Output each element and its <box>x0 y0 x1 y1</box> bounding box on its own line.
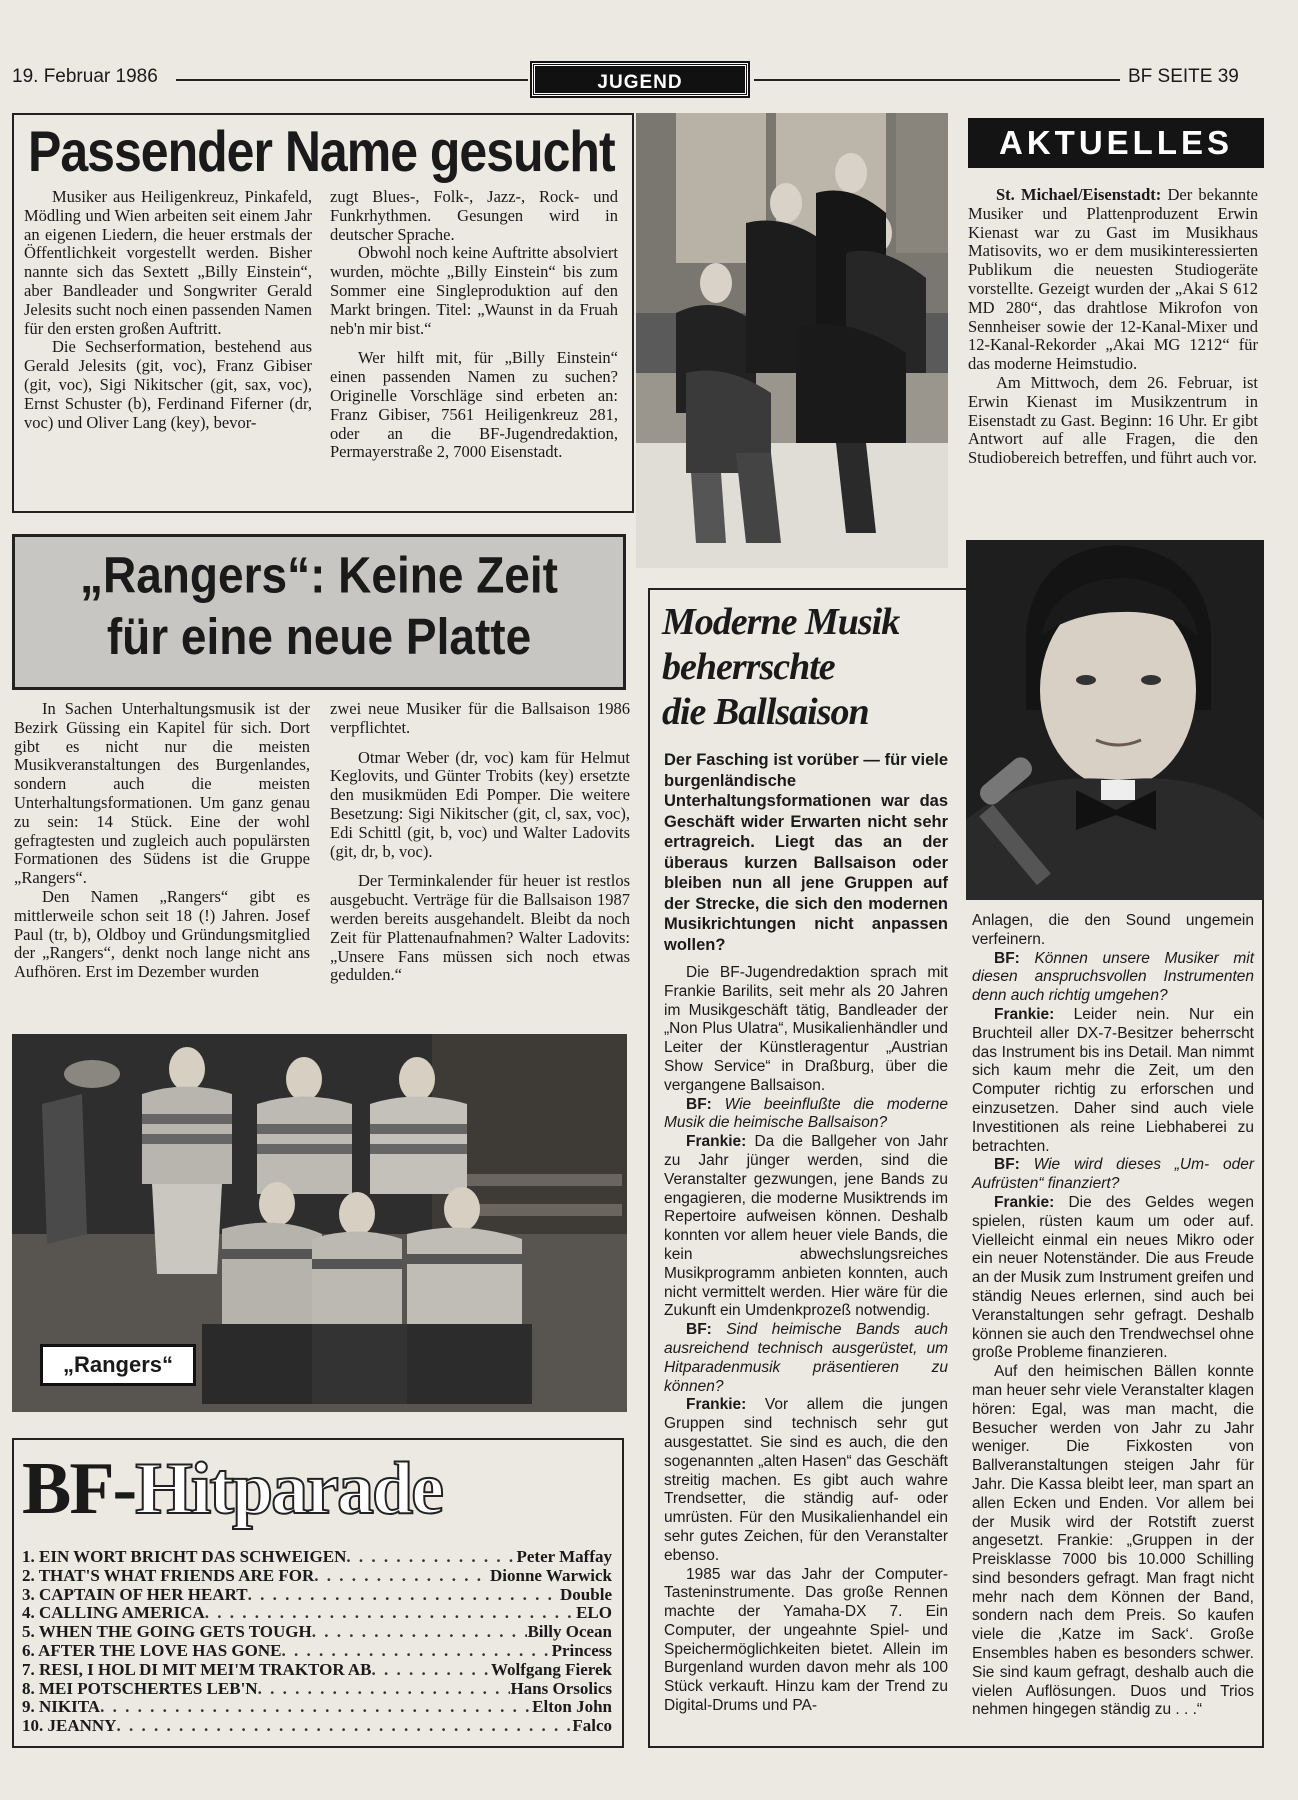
hit-title: THAT'S WHAT FRIENDS ARE FOR <box>38 1566 315 1585</box>
page-number: BF SEITE 39 <box>1128 66 1239 87</box>
hitparade-list <box>22 1548 612 1736</box>
dot-leader <box>312 1623 528 1642</box>
article-column <box>24 188 312 432</box>
question: BF: Können unsere Musiker mit diesen anspruchsvollen Instrumenten denn auch richtig umgehen? <box>972 949 1254 1005</box>
paragraph: Am Mittwoch, dem 26. Februar, ist Erwin Kienast im Musikzentrum in Eisenstadt zu Gast. Beginn: 16 Uhr. Er gibt Antwort auf alle Fragen, die den Studiobereich betreffen, und führt auch vor. <box>968 372 1258 468</box>
hit-rank: 5. <box>22 1623 35 1642</box>
article-title <box>12 544 626 667</box>
section-label: JUGEND <box>532 63 748 96</box>
hit-title: WHEN THE GOING GETS TOUGH <box>38 1623 312 1642</box>
hit-title: NIKITA <box>39 1698 101 1717</box>
hit-title: RESI, I HOL DI MIT MEI'M TRAKTOR AB <box>39 1660 372 1679</box>
paragraph: Der bekannte Musiker und Plattenproduzent Erwin Kienast war zu Gast im Musikhaus Matisovits, wo er dem musikinteressierten Publikum die neuesten Studiogeräte vorstellte. Gezeigt wurden der „Akai S 612 MD 280“, das drahtlose Mikrofon von Sennheiser sowie der 12-Kanal-Mixer und 12-Kanal-Rekorder „Akai MG 1212“ für das moderne Heimstudio. <box>968 185 1258 374</box>
paragraph: In Sachen Unterhaltungsmusik ist der Bezirk Güssing ein Kapitel für sich. Dort gibt es nicht nur die meisten Musikveranstaltungen des Burgenlandes, sondern auch die meisten Unterhaltungsformationen. Um ganz genau zu sein: 14 Stück. Eine der wohl gefragtesten und zugleich auch populärsten Formationen des Südens ist die Gruppe „Rangers“. <box>14 699 310 888</box>
article-title <box>662 600 962 735</box>
dot-leader <box>248 1586 560 1605</box>
question: BF: Wie wird dieses „Um- oder Aufrüsten“ finanziert? <box>972 1156 1254 1193</box>
article-column <box>14 700 310 982</box>
hitparade-entry <box>22 1680 612 1699</box>
hit-rank: 2. <box>22 1566 35 1585</box>
portrait-frankie-barilits <box>966 540 1264 900</box>
paragraph: zugt Blues-, Folk-, Jazz-, Rock- und Funkrhythmen. Gesungen wird in deutscher Sprache. <box>330 187 618 244</box>
hit-artist: Hans Orsolics <box>510 1679 612 1698</box>
hit-rank: 8. <box>22 1679 35 1698</box>
hit-title: JEANNY <box>47 1717 117 1736</box>
article-column <box>330 188 618 462</box>
hit-artist: Billy Ocean <box>527 1623 612 1642</box>
answer: Frankie: Da die Ballgeher von Jahr zu Jahr jünger werden, sind die Veranstalter gezwungen, jene Bands zu engagieren, die moderne Musiktrends im Repertoire aufweisen können. Deshalb konnten vor allem heuer viele Bands, die kein abwechslungsreiches Musikprogramm anbieten konnten, auch nicht vermittelt werden. Hier wäre für die Zukunft ein Umdenkprozeß notwendig. <box>664 1133 949 1320</box>
band-photo-billy-einstein <box>636 113 948 568</box>
dot-leader <box>100 1698 532 1717</box>
title-line: Moderne Musik <box>662 601 900 643</box>
paragraph: Obwohl noch keine Auftritte absolviert wurden, möchte „Billy Einstein“ bis zum Sommer eine Singleproduktion auf den Markt bringen. Titel: „Waunst in da Fruah neb'n mir bist.“ <box>330 243 618 338</box>
header-rule-left <box>176 79 528 81</box>
issue-date: 19. Februar 1986 <box>12 66 158 87</box>
dot-leader <box>281 1642 551 1661</box>
hit-rank: 10. <box>22 1717 44 1736</box>
hit-title: CAPTAIN OF HER HEART <box>39 1585 248 1604</box>
title-line: die Ballsaison <box>662 691 869 733</box>
aktuelles-banner: AKTUELLES <box>968 118 1264 168</box>
hit-artist: Dionne Warwick <box>489 1566 612 1585</box>
dot-leader <box>258 1680 511 1699</box>
title-line: beherrschte <box>662 646 835 688</box>
hit-rank: 9. <box>22 1698 35 1717</box>
dot-leader <box>314 1567 490 1586</box>
hitparade-entry <box>22 1623 612 1642</box>
paragraph: Otmar Weber (dr, voc) kam für Helmut Keglovits, und Günter Trobits (key) ersetzte den musikmüden Edi Pomper. Die weitere Besetzung: Sigi Nikitscher (git, cl, sax, voc), Edi Schittl (git, b, voc) und Walter Ladovits (git, dr, b, voc). <box>330 747 630 861</box>
hitparade-entry <box>22 1604 612 1623</box>
hitparade-entry <box>22 1586 612 1605</box>
hit-artist: Elton John <box>532 1698 612 1717</box>
paragraph: Der Terminkalender für heuer ist restlos ausgebucht. Verträge für die Ballsaison 1987 werden bereits ausgehandelt. Bleibt da noch Zeit für Plattenaufnahmen? Walter Ladovits: „Unsere Fans müssen sich noch etwas gedulden.“ <box>330 871 630 985</box>
dot-leader <box>372 1661 491 1680</box>
hit-rank: 6. <box>22 1641 35 1660</box>
hit-title: AFTER THE LOVE HAS GONE <box>38 1641 282 1660</box>
dot-leader <box>205 1604 576 1623</box>
hitparade-entry <box>22 1661 612 1680</box>
aktuelles-text <box>968 186 1258 468</box>
hitparade-entry <box>22 1717 612 1736</box>
paragraph: 1985 war das Jahr der Computer-Tasteninstrumente. Das große Rennen machte der Yamaha-DX 7. Ein Computer, der ungeahnte Spiel- und Speichermöglichkeiten bietet. Allein im Burgenland wurden davon mehr als 100 Stück verkauft. Hinzu kam der Trend zu Digital-Drums und PA- <box>664 1565 948 1715</box>
answer: Frankie: Leider nein. Nur ein Bruchteil aller DX-7-Besitzer beherrscht das Instrument bis ins Detail. Man nimmt sich kaum mehr die Zeit, um den Computer richtig zu erforschen und einzusetzen. Daher sind auch viele Investitionen als reine Liebhaberei zu betrachten. <box>972 1005 1255 1155</box>
title-line: für eine neue Platte <box>106 607 532 665</box>
hit-artist: Double <box>560 1585 612 1604</box>
hitparade-title <box>22 1444 442 1534</box>
hit-rank: 4. <box>22 1604 35 1623</box>
hit-title: MEI POTSCHERTES LEB'N <box>39 1679 258 1698</box>
paragraph: Musiker aus Heiligenkreuz, Pinkafeld, Mödling und Wien arbeiten seit einem Jahr an eigenen Liedern, die heuer erstmals der Öffentlichkeit vorgestellt werden. Bisher nannte sich das Sextett „Billy Einstein“, aber Bandleader und Songwriter Gerald Jelesits sucht noch einen passenden Namen für den ersten großen Auftritt. <box>24 187 312 338</box>
paragraph: zwei neue Musiker für die Ballsaison 1986 verpflichtet. <box>330 699 630 737</box>
lead-paragraph: Der Fasching ist vorüber — für viele burgenländische Unterhaltungsformationen war das Geschäft wider Erwarten nicht sehr ertragreich. Liegt das an der überaus kurzen Ballsaison oder bleiben nun all jene Gruppen auf der Strecke, die sich den modernen Musikrichtungen nicht anpassen wollen? <box>664 751 948 954</box>
interview-column <box>664 964 948 1716</box>
article-title: Passender Name gesucht <box>28 119 615 184</box>
paragraph: Auf den heimischen Bällen konnte man heuer sehr viele Veranstalter klagen hören: Egal, was man macht, die Besucher werden von Jahr zu Jahr weniger. Die Fixkosten von Ballveranstaltungen steigen Jahr für Jahr. Die Kassa bleibt leer, man spart an allen Ecken und Enden. Vor allem bei der Musik wird der Rotstift zuerst angesetzt. Frankie: „Gruppen in der Preisklasse 7000 bis 10.000 Schilling sind besonders gefragt. Man fragt nicht mehr nach dem Können der Band, sondern nach dem Preis. So kaufen viele die ‚Katze im Sack‘. Große Ensembles haben es besonders schwer. Sie sind kaum gefragt, deshalb auch die vielen Auflösungen. Duos und Trios nehmen hingegen ständig zu . . .“ <box>972 1363 1254 1719</box>
answer: Frankie: Vor allem die jungen Gruppen sind technisch sehr gut ausgestattet. Sie sind es auch, die den sogenannten „alten Hasen“ das Geschäft streitig machen. Es gibt auch wahre Trendsetter, die ständig auf- oder umrüsten. Für den Musikalienhandel ein sehr gutes Zeichen, für den Veranstalter ebenso. <box>664 1396 948 1564</box>
paragraph: Anlagen, die den Sound ungemein verfeinern. <box>972 912 1254 948</box>
answer: Frankie: Die des Geldes wegen spielen, rüsten kaum um oder auf. Vielleicht einmal ein neues Mikro oder ein neuer Notenständer. Die aus Freude an der Musik zum Instrument greifen und ständig Neues erlernen, sind auch bei Veranstaltungen sehr gefragt. Deshalb können sie auch den Trendwechsel ohne große Probleme finanzieren. <box>972 1193 1254 1362</box>
paragraph: Die Sechserformation, bestehend aus Gerald Jelesits (git, voc), Franz Gibiser (git, voc), Sigi Nikitscher (git, sax, voc), Ernst Schuster (b), Ferdinand Fiferner (dr, voc) und Oliver Lang (key), bevor- <box>24 337 312 432</box>
hit-artist: Peter Maffay <box>516 1548 612 1566</box>
hit-rank: 7. <box>22 1660 35 1679</box>
hit-artist: Falco <box>572 1717 612 1736</box>
title-part: Hitparade <box>135 1448 442 1530</box>
dot-leader <box>346 1548 516 1567</box>
title-part: BF- <box>22 1448 136 1530</box>
hit-title: CALLING AMERICA <box>39 1604 205 1623</box>
interview-column <box>972 912 1254 1720</box>
question: BF: Sind heimische Bands auch ausreichend technisch ausgerüstet, um Hitparadenmusik präsentieren zu können? <box>664 1321 948 1395</box>
article-column <box>330 700 630 985</box>
hitparade-entry <box>22 1567 612 1586</box>
hitparade-entry <box>22 1642 612 1661</box>
hit-rank: 3. <box>22 1585 35 1604</box>
paragraph: Den Namen „Rangers“ gibt es mittlerweile schon seit 18 (!) Jahren. Josef Paul (tr, b), Oldboy und Gründungsmitglied der „Rangers“, denkt noch lange nicht ans Aufhören. Erst im Dezember wurden <box>14 886 310 982</box>
hitparade-entry <box>22 1698 612 1717</box>
hit-artist: Princess <box>551 1641 612 1660</box>
paragraph: Die BF-Jugendredaktion sprach mit Frankie Barilits, seit mehr als 20 Jahren im Musikgeschäft tätig, Bandleader der „Non Plus Ulatra“, Musikalienhändler und Leiter der Künstleragentur „Austrian Show Service“ in Draßburg, über die vergangene Ballsaison. <box>664 964 948 1094</box>
question: BF: Wie beeinflußte die moderne Musik die heimische Ballsaison? <box>664 1095 948 1132</box>
hitparade-entry <box>22 1548 612 1567</box>
hit-artist: Wolfgang Fierek <box>490 1660 612 1679</box>
hit-artist: ELO <box>576 1604 612 1623</box>
hit-title: EIN WORT BRICHT DAS SCHWEIGEN <box>39 1548 347 1566</box>
photo-caption: „Rangers“ <box>40 1344 196 1386</box>
dateline: St. Michael/Eisenstadt: <box>996 185 1162 204</box>
hit-rank: 1. <box>22 1548 35 1566</box>
header-rule-right <box>754 79 1120 81</box>
title-line: „Rangers“: Keine Zeit <box>80 546 558 604</box>
dot-leader <box>116 1717 572 1736</box>
paragraph: Wer hilft mit, für „Billy Einstein“ einen passenden Namen zu suchen? Originelle Vorschläge sind erbeten an: Franz Gibiser, 7561 Heiligenkreuz 281, oder an die BF-Jugendredaktion, Permayerstraße 2, 7000 Eisenstadt. <box>330 348 618 462</box>
